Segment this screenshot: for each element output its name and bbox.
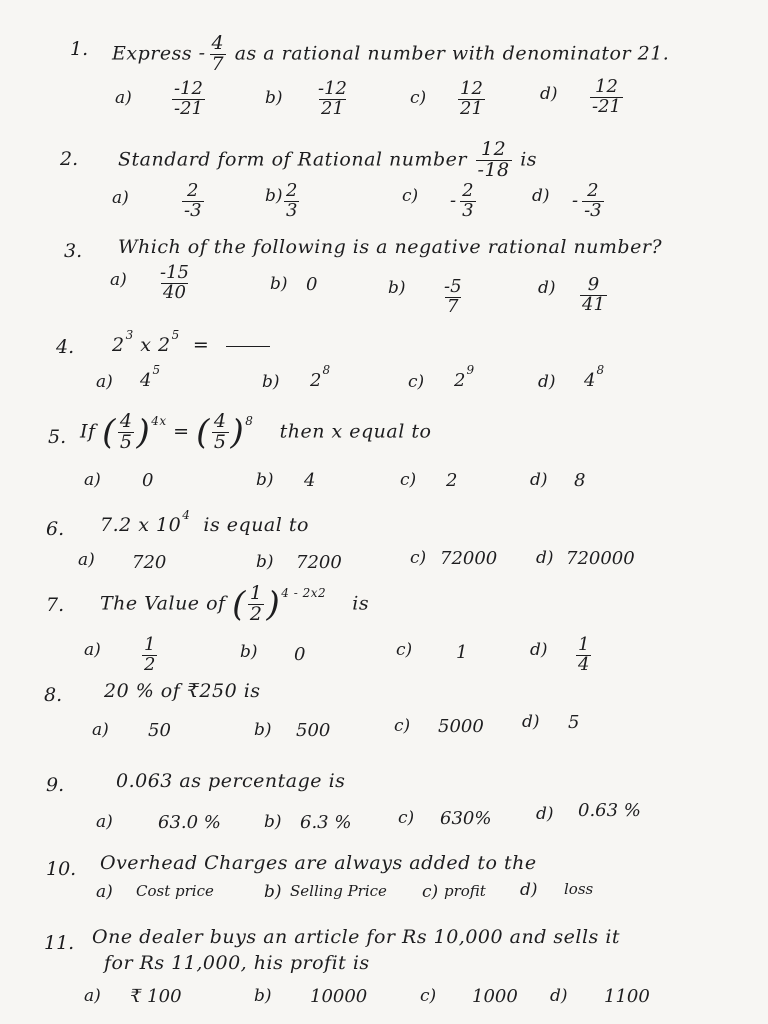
base: 2 [112,334,125,356]
numerator: 2 [286,180,298,201]
numerator: -15 [160,262,189,283]
exponent: 8 [245,414,254,429]
option-label: d) [540,84,558,104]
base: 2 [454,370,466,391]
option-label: c) [398,808,415,828]
option-d [588,78,625,117]
option-label: d) [536,804,554,824]
base: 4 [140,370,152,391]
numerator: 12 [460,78,483,99]
numerator: 4 [211,32,225,54]
equals-sign: = [173,420,190,443]
option-label: d) [550,986,568,1006]
option-a: 0 [142,470,154,491]
numerator: -12 [318,78,347,99]
exponent: 8 [596,363,605,377]
option-d [572,182,606,221]
question-number: 5. [48,426,67,448]
option-label: d) [530,470,548,490]
option-c: 2 [446,470,458,491]
denominator: -3 [584,199,602,221]
question-prefix: The Value of [100,592,226,615]
question-suffix: is [352,592,370,615]
option-c [440,278,466,317]
numerator: 2 [187,180,199,201]
option-label: c) [402,186,419,206]
left-paren: ( [102,412,116,453]
option-b [282,182,301,221]
answer-blank [226,346,270,347]
left-paren: ( [196,412,210,453]
denominator: 7 [211,52,225,75]
question-text [112,328,270,356]
option-a [156,264,193,303]
denominator: 3 [286,199,298,221]
exponent: 8 [322,363,331,377]
option-label: b) [262,372,280,392]
operator: x [140,334,152,356]
question-prefix: If [80,420,96,443]
option-label: b) [270,274,288,294]
option-b: 10000 [310,986,368,1007]
option-label: c) [396,640,413,660]
denominator: 5 [213,430,227,453]
sign: - [198,42,206,65]
numerator: -12 [174,78,203,99]
option-d: loss [564,880,594,898]
option-label: d) [530,640,548,660]
option-a: 720 [132,552,167,573]
option-d [584,363,605,391]
exponent: 5 [171,328,180,342]
numerator: 4 [119,410,133,432]
option-label: b) [254,720,272,740]
option-label: a) [92,720,109,740]
question-text: Which of the following is a negative rational number? [118,236,663,258]
denominator: -3 [184,199,202,221]
option-label: a) [96,812,113,832]
right-paren: ) [266,584,281,625]
option-d: 720000 [566,548,635,569]
numerator: 1 [249,582,263,604]
option-d: 5 [568,712,580,733]
option-label: b) [388,278,406,298]
question-text: 0.063 as percentage is [116,770,346,792]
question-text [80,412,431,453]
numerator: -5 [444,276,462,297]
denominator: 21 [321,97,344,119]
option-label: a) [84,470,101,490]
option-label: b) [265,88,283,108]
question-number: 10. [46,858,77,880]
option-label: a) [84,640,101,660]
denominator: -21 [174,97,203,119]
option-b: Selling Price [290,882,387,900]
option-d: 1100 [604,986,650,1007]
option-b: 7200 [296,552,342,573]
option-label: b) [254,986,272,1006]
option-label: c) [400,470,417,490]
right-paren: ) [230,412,245,453]
option-a: ₹ 100 [130,986,182,1007]
option-b: 0 [294,644,306,665]
option-label: b) [256,552,274,572]
option-a: 50 [148,720,171,741]
question-prefix: Standard form of Rational number [118,148,467,171]
option-b [310,363,331,391]
option-d: 0.63 % [578,800,641,821]
denominator: 41 [582,293,605,315]
exponent: 4x [151,414,167,429]
denominator: 3 [462,199,474,221]
option-label: d) [538,372,556,392]
option-d [574,636,593,675]
numerator: 12 [481,138,507,160]
option-c: 1 [456,642,468,663]
numerator: 2 [462,180,474,201]
option-label: b) [264,812,282,832]
option-label: c) [394,716,411,736]
numerator: 1 [578,634,590,655]
sign: - [450,190,457,212]
question-text [112,34,669,75]
option-label: c) [420,986,437,1006]
sign: - [572,190,579,212]
option-label: d) [532,186,550,206]
denominator: -21 [592,95,621,117]
numerator: 2 [587,180,599,201]
option-c: profit [444,882,486,900]
option-label: a) [112,188,129,208]
option-label: d) [520,880,538,900]
question-suffix: is [520,148,538,171]
base: 4 [584,370,596,391]
option-label: c) [410,548,427,568]
denominator: 2 [144,653,156,675]
question-number: 11. [44,932,75,954]
question-number: 9. [46,774,65,796]
option-c: 1000 [472,986,518,1007]
option-label: a) [96,372,113,392]
question-number: 3. [64,240,83,262]
option-c: 630% [440,808,492,829]
exponent: 3 [125,328,134,342]
equals-sign: = [192,334,210,356]
option-c: 72000 [440,548,498,569]
question-number: 4. [56,336,75,358]
denominator: -18 [477,158,510,181]
option-c [456,80,487,119]
option-c [454,363,475,391]
option-label: b) [256,470,274,490]
option-label: a) [115,88,132,108]
option-label: b) [265,186,283,206]
right-paren: ) [136,412,151,453]
question-prefix: Express [112,42,193,65]
fraction [476,140,512,181]
denominator: 40 [163,281,186,303]
denominator: 21 [460,97,483,119]
option-a [140,636,159,675]
option-a [140,363,161,391]
exponent: 4 [182,508,191,522]
option-label: c) [410,88,427,108]
question-suffix: is equal to [203,514,309,536]
question-text [100,508,309,536]
question-text [100,584,369,625]
option-label: c) [408,372,425,392]
option-a [180,182,206,221]
numerator: 4 [213,410,227,432]
option-a: 63.0 % [158,812,221,833]
denominator: 2 [249,602,263,625]
question-text-line-2: for Rs 11,000, his profit is [104,952,370,974]
exponent: 4 - 2x2 [281,586,327,601]
question-number: 7. [46,594,65,616]
option-d [578,276,609,315]
question-text-line-1: One dealer buys an article for Rs 10,000 and sells it [92,926,621,948]
option-b: 6.3 % [300,812,352,833]
option-label: d) [536,548,554,568]
option-c: 5000 [438,716,484,737]
base: 2 [310,370,322,391]
option-b [314,80,351,119]
question-text: 20 % of ₹250 is [104,680,261,702]
option-a [170,80,207,119]
option-a: Cost price [136,882,214,900]
option-label: b) [240,642,258,662]
exponent: 9 [466,363,475,377]
numerator: 9 [587,274,600,295]
option-label: b) [264,882,282,902]
option-label: a) [84,986,101,1006]
option-b: 0 [306,274,318,295]
option-label: c) [422,882,439,902]
question-suffix: as a rational number with denominator 21. [234,42,670,65]
question-number: 1. [70,38,89,60]
option-b: 4 [304,470,316,491]
numerator: 12 [595,76,618,97]
option-label: a) [78,550,95,570]
option-label: d) [538,278,556,298]
denominator: 7 [447,295,459,317]
question-number: 6. [46,518,65,540]
question-suffix: then x equal to [279,420,432,443]
base: 7.2 x 10 [100,514,182,536]
exponent: 5 [152,363,161,377]
base: 2 [158,334,171,356]
denominator: 4 [578,653,590,675]
question-number: 2. [60,148,79,170]
numerator: 1 [144,634,156,655]
question-text [118,140,537,181]
option-label: d) [522,712,540,732]
option-d: 8 [574,470,586,491]
option-c [450,182,478,221]
option-label: a) [96,882,113,902]
option-b: 500 [296,720,331,741]
denominator: 5 [119,430,133,453]
left-paren: ( [232,584,246,625]
option-label: a) [110,270,127,290]
fraction [210,34,227,75]
question-text: Overhead Charges are always added to the [100,852,537,874]
question-number: 8. [44,684,63,706]
